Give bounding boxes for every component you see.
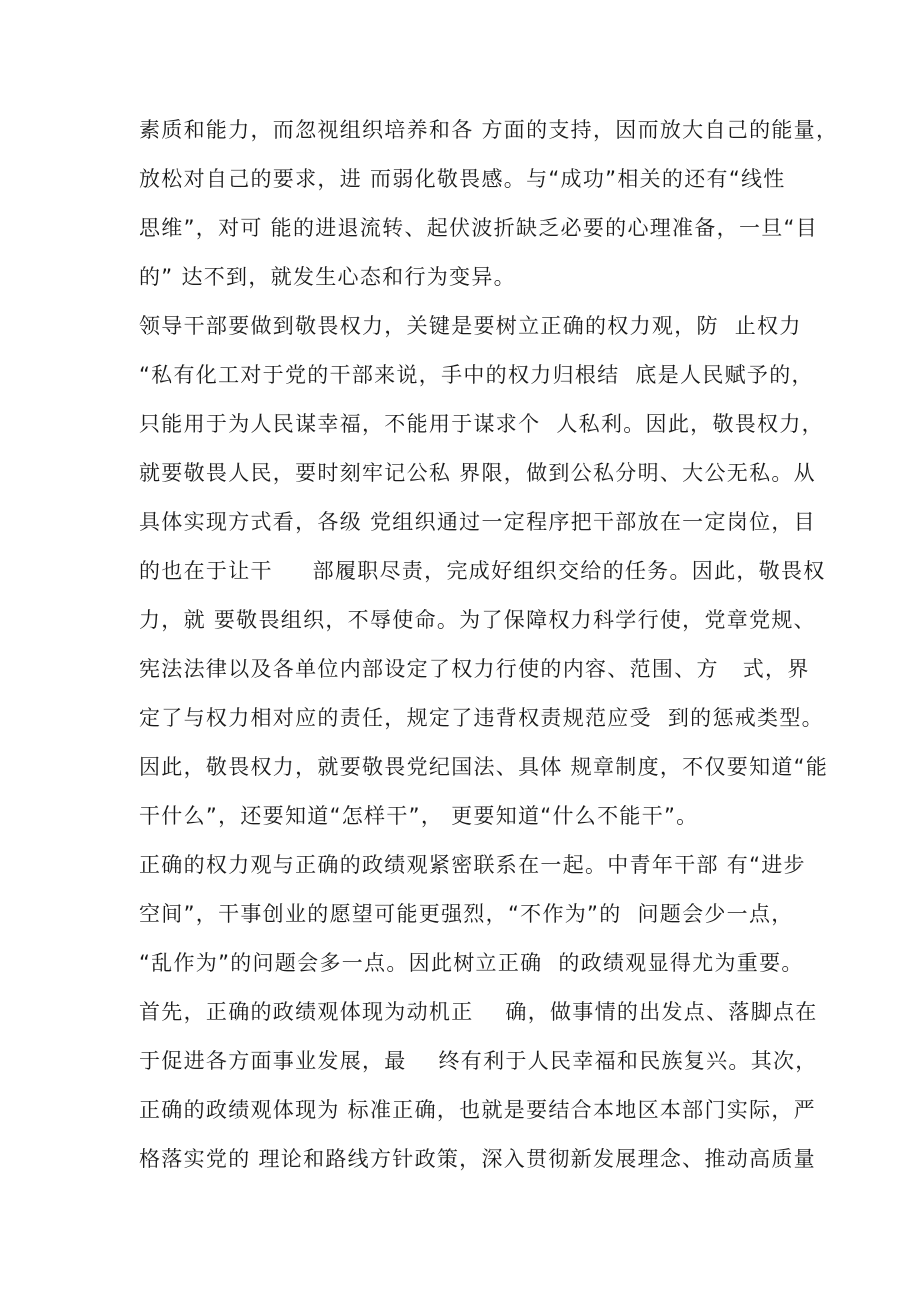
- text-line: 只能用于为人民谋幸福，不能用于谋求个 人私利。因此，敬畏权力，: [139, 412, 824, 436]
- text-line: 的也在于让干 部履职尽责，完成好组织交给的任务。因此，敬畏权: [139, 559, 826, 583]
- text-line: 的” 达不到，就发生心态和行为变异。: [139, 265, 516, 289]
- text-line: 定了与权力相对应的责任，规定了违背权责规范应受 到的惩戒类型。: [139, 706, 824, 730]
- text-line: “乱作为”的问题会多一点。因此树立正确 的政绩观显得尤为重要。: [139, 951, 804, 975]
- text-line: 思维”，对可 能的进退流转、起伏波折缺乏必要的心理准备，一旦“目: [139, 216, 819, 240]
- text-line: 宪法法律以及各单位内部设定了权力行使的内容、范围、方 式，界: [139, 657, 810, 681]
- text-line: 放松对自己的要求，进 而弱化敬畏感。与“成功”相关的还有“线性: [139, 167, 786, 191]
- text-line: 格落实党的 理论和路线方针政策，深入贯彻新发展理念、推动高质量: [139, 1147, 816, 1171]
- text-line: 于促进各方面事业发展，最 终有利于人民幸福和民族复兴。其次，: [139, 1049, 818, 1073]
- text-line: 空间”，干事创业的愿望可能更强烈，“不作为”的 问题会少一点，: [139, 902, 794, 926]
- text-line: “私有化工对于党的干部来说，手中的权力归根结 底是人民赋予的，: [139, 363, 814, 387]
- text-line: 正确的权力观与正确的政绩观紧密联系在一起。中青年干部 有“进步: [139, 853, 806, 877]
- text-line: 领导干部要做到敬畏权力，关键是要树立正确的权力观，防 止权力: [139, 314, 802, 338]
- text-line: 具体实现方式看，各级 党组织通过一定程序把干部放在一定岗位，目: [139, 510, 816, 534]
- text-line: 干什么”，还要知道“怎样干”， 更要知道“什么不能干”。: [139, 804, 699, 828]
- text-line: 素质和能力，而忽视组织培养和各 方面的支持，因而放大自己的能量，: [139, 118, 839, 142]
- text-line: 首先，正确的政绩观体现为动机正 确，做事情的出发点、落脚点在: [139, 1000, 818, 1024]
- text-line: 就要敬畏人民，要时刻牢记公私 界限，做到公私分明、大公无私。从: [139, 461, 816, 485]
- text-line: 正确的政绩观体现为 标准正确，也就是要结合本地区本部门实际，严: [139, 1098, 816, 1122]
- text-line: 因此，敬畏权力，就要敬畏党纪国法、具体 规章制度，不仅要知道“能: [139, 755, 829, 779]
- text-line: 力，就 要敬畏组织，不辱使命。为了保障权力科学行使，党章党规、: [139, 608, 816, 632]
